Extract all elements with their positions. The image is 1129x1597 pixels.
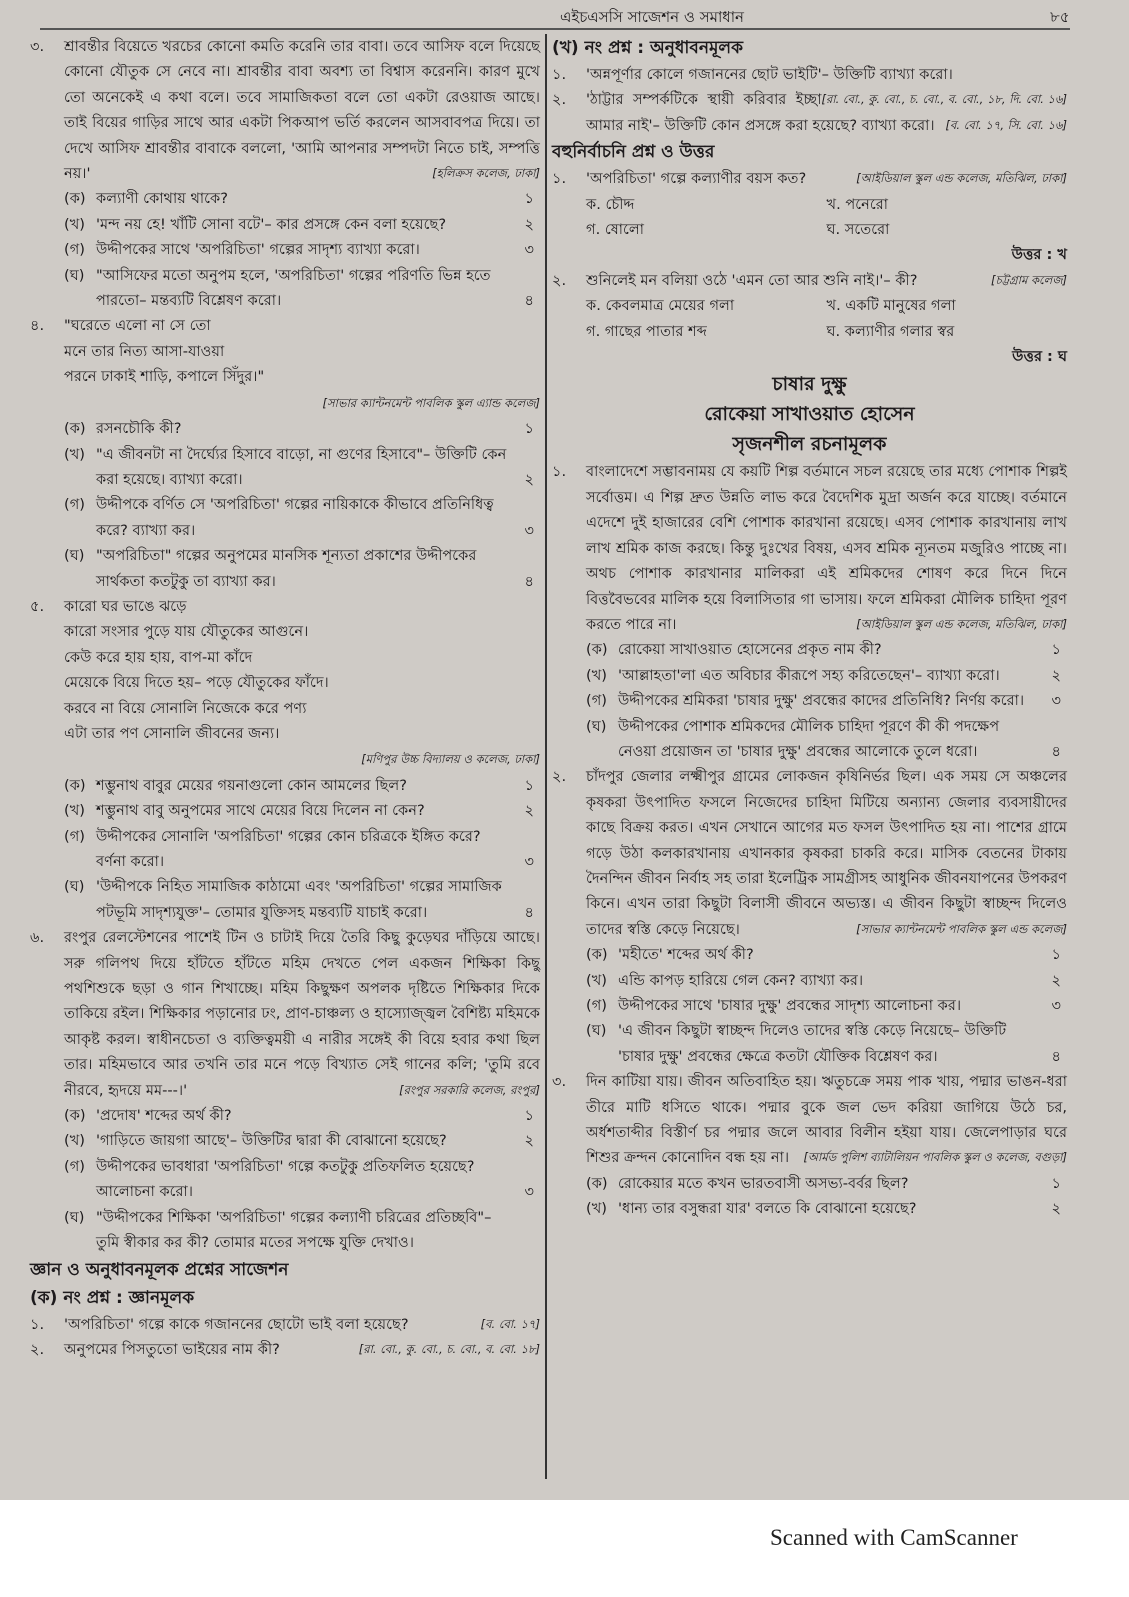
poem-line: "ঘরেতে এলো না সে তো — [64, 317, 211, 335]
question-stem — [30, 1312, 540, 1337]
sub-question-label: (ক) — [64, 1107, 86, 1125]
poem-line: কারো সংসার পুড়ে যায় যৌতুকের আগুনে। — [64, 623, 309, 641]
marks: ১ — [1051, 641, 1061, 659]
question-stem — [30, 1337, 540, 1362]
sub-question — [552, 663, 1067, 688]
sub-question — [30, 1128, 540, 1153]
source-citation: [সাভার ক্যান্টনমেন্ট পাবলিক স্কুল এন্ড কলেজ] — [856, 921, 1067, 936]
question-stem — [552, 1069, 1067, 1171]
source-citation: [আইডিয়াল স্কুল এন্ড কলেজ, মতিঝিল, ঢাকা] — [856, 616, 1067, 631]
question-text: 'অপরিচিতা' গল্পে কাকে গজাননের ছোটো ভাই বলা হয়েছে? — [64, 1315, 409, 1333]
marks: ১ — [1051, 946, 1061, 964]
question-number: ২. — [30, 1340, 45, 1358]
question-stem — [552, 87, 1067, 138]
poem-stem — [30, 313, 540, 416]
sub-question-text: রসনচৌকি কী? — [96, 420, 182, 438]
sub-question — [30, 874, 540, 925]
poem-line: এটা তার পণ সোনালি জীবনের জন্য। — [64, 724, 280, 742]
marks: ২ — [524, 1132, 534, 1150]
source-citation: [আর্মড পুলিশ ব্যাটালিয়ন পাবলিক স্কুল ও কলেজ, বগুড়া] — [803, 1150, 1067, 1165]
sub-question-text: "এ জীবনটা না দৈর্ঘ্যের হিসাবে বাড়ো, না গুণের হিসাবে"– উক্তিটি কেন করা হয়েছে। ব্যাখ্যা করো। — [96, 445, 507, 488]
mcq-answer: উত্তর : খ — [1011, 246, 1067, 264]
sub-question-text: 'ধান্য তার বসুন্ধরা যার' বলতে কি বোঝানো হয়েছে? — [618, 1200, 917, 1218]
sub-question — [552, 1018, 1067, 1069]
question-stem — [552, 764, 1067, 942]
marks: ৪ — [524, 292, 534, 310]
question-text: 'অপরিচিতা' গল্পে কল্যাণীর বয়স কত? — [586, 170, 807, 188]
marks: ৩ — [524, 1183, 534, 1201]
marks: ১ — [524, 776, 534, 794]
question-number: ২. — [552, 91, 567, 109]
sub-question — [552, 714, 1067, 765]
source-citation: [সাভার ক্যান্টনমেন্ট পাবলিক স্কুল এ্যান্ড কলেজ] — [322, 395, 540, 410]
marks: ৪ — [524, 903, 534, 921]
sub-question — [552, 968, 1067, 993]
question-text: 'ঠাট্টার সম্পর্কটিকে স্থায়ী করিবার ইচ্ছা আমার নাই'– উক্তিটি কোন প্রসঙ্গে করা হয়েছে? ব্যাখ্যা করো। — [586, 91, 935, 134]
sub-question-label: (খ) — [586, 666, 607, 684]
source-line — [64, 390, 540, 416]
question-number: ২. — [552, 271, 567, 289]
sub-question — [30, 237, 540, 262]
sub-question-label: (ক) — [64, 420, 86, 438]
sub-question-label: (খ) — [64, 215, 85, 233]
chapter-title: চাষার দুক্ষু — [772, 373, 847, 396]
sub-question — [30, 212, 540, 237]
poem-line: মনে তার নিত্য আসা-যাওয়া — [64, 342, 225, 360]
marks: ৩ — [524, 241, 534, 259]
poem-line: মেয়েকে বিয়ে দিতে হয়– পড়ে যৌতুকের ফাঁদে। — [64, 674, 329, 692]
sub-question-text: রোকেয়ার মতে কখন ভারতবাসী অসভ্য-বর্বর ছিল? — [618, 1174, 909, 1192]
source-line — [64, 746, 540, 772]
 — [586, 242, 827, 267]
marks: ৩ — [1051, 692, 1061, 710]
sub-question-label: (গ) — [64, 1157, 85, 1175]
question-number: ৩. — [30, 38, 45, 55]
sub-question-text: 'আল্লাহতা'লা এত অবিচার কীরূপে সহ্য করিতেছেন'– ব্যাখ্যা করো। — [618, 666, 1000, 684]
chapter-title: রোকেয়া সাখাওয়াত হোসেন — [704, 403, 915, 426]
right-column — [552, 34, 1067, 1222]
question-text: 'অন্নপূর্ণার কোলে গজাননের ছোট ভাইটি'– উক্তিটি ব্যাখ্যা করো। — [586, 66, 953, 83]
sub-question-label: (ঘ) — [586, 717, 607, 735]
marks: ৪ — [1051, 1047, 1061, 1065]
question-number: ১. — [552, 66, 567, 83]
sub-question — [30, 442, 540, 493]
sub-question — [552, 942, 1067, 967]
 — [586, 344, 827, 369]
page-number: ৮৫ — [1050, 8, 1070, 26]
sub-question-label: (ঘ) — [586, 1022, 607, 1040]
marks: ১ — [524, 190, 534, 208]
section-heading: জ্ঞান ও অনুধাবনমূলক প্রশ্নের সাজেশন — [30, 1259, 289, 1280]
sub-question — [30, 1154, 540, 1205]
sub-question-label: (গ) — [64, 827, 85, 845]
column-divider — [545, 34, 547, 1479]
marks: ২ — [1051, 666, 1061, 684]
poem-line: পরনে ঢাকাই শাড়ি, কপালে সিঁদুর।" — [64, 368, 265, 386]
left-column — [30, 34, 540, 1362]
question-text: বাংলাদেশে সম্ভাবনাময় যে কয়টি শিল্প বর্তমানে সচল রয়েছে তার মধ্যে পোশাক শিল্পই সর্বোত্তম। এ শিল্প দ্রুত উন্নতি লাভ করে বৈদেশিক মুদ্রা অর্জন করে যাচ্ছে। বর্তমানে এদেশে দুই হাজারের বেশি পোশাক কারখানা রয়েছে। এসব পোশাক কারখানায় লাখ লাখ শ্রমিক কাজ করছে। কিন্তু দুঃখের বিষয়, এসব শ্রমিক ন্যূনতম মজুরিও পাচ্ছে না। অথচ পোশাক কারখানার মালিকরা এই শ্রমিকদের শোষণ করে দিনে দিনে বিত্তবৈভবের মালিক হয়ে বিলাসিতার গা ভাসায়। ফলে শ্রমিকরা মৌলিক চাহিদা পূরণ করতে পারে না। — [586, 463, 1067, 633]
mcq-option: গ. গাছের পাতার শব্দ — [586, 322, 707, 340]
sub-question — [30, 798, 540, 823]
mcq-option: খ. পনেরো — [826, 195, 888, 213]
question-text: শুনিলেই মন বলিয়া ওঠে 'এমন তো আর শুনি নাই।'– কী? — [586, 271, 918, 289]
question-text: চাঁদপুর জেলার লক্ষ্মীপুর গ্রামের লোকজন কৃষিনির্ভর ছিল। এক সময় সে অঞ্চলের কৃষকরা উৎপাদিত ফসলে নিজেদের চাহিদা মিটিয়ে অন্যান্য জেলার ব্যবসায়ীদের কাছে বিক্রয় করত। এখন সেখানে আগের মত ফসল উৎপাদিত হয় না। পাশের গ্রামে গড়ে উঠা কলকারখানায় এখানকার কৃষকরা চাকরি করে। মাসিক বেতনের টাকায় দৈনন্দিন জীবন নির্বাহ সহ তারা ইলেট্রিক সামগ্রীসহ আধুনিক জীবনযাপনের উপকরণ কিনে। এখন তারা কিছুটা বিলাসী জীবনে অভ্যস্ত। এ জীবন কিছুটা স্বাচ্ছন্দ দিলেও তাদের স্বস্তি কেড়ে নিয়েছে। — [586, 768, 1067, 938]
sub-question-label: (গ) — [64, 496, 85, 514]
source-citation: [হলিক্রস কলেজ, ঢাকা] — [432, 166, 540, 181]
sub-question-text: কল্যাণী কোথায় থাকে? — [96, 190, 228, 208]
question-text: দিন কাটিয়া যায়। জীবন অতিবাহিত হয়। ঋতুচক্রে সময় পাক খায়, পদ্মার ভাঙন-ধরা তীরে মাটি ধসিতে থাকে। পদ্মার বুকে জল ভেদ করিয়া জাগিয়ে উঠে চর, অর্ধশতাব্দীর বিস্তীর্ণ চর পদ্মার জলে আবার বিলীন হইয়া যায়। জেলেপাড়ার ঘরে শিশুর ক্রন্দন কোনোদিন বন্ধ হয় না। — [586, 1073, 1067, 1167]
sub-question — [30, 1205, 540, 1256]
marks: ৪ — [1051, 742, 1061, 760]
source-citation: [মণিপুর উচ্চ বিদ্যালয় ও কলেজ, ঢাকা] — [361, 752, 540, 767]
question-number: ৩. — [552, 1073, 567, 1091]
marks: ১ — [1051, 1174, 1061, 1192]
sub-question-text: উদ্দীপকের সোনালি 'অপরিচিতা' গল্পের কোন চরিত্রকে ইঙ্গিত করে? বর্ণনা করো। — [96, 827, 481, 870]
source-citation: [ব. বো. ১৭, সি. বো. ১৬] — [945, 117, 1067, 132]
mcq-options — [552, 293, 1067, 369]
sub-question — [30, 824, 540, 875]
sub-question — [552, 637, 1067, 662]
source-citation: [রংপুর সরকারি কলেজ, রংপুর] — [399, 1082, 540, 1097]
question-number: ২. — [552, 768, 567, 786]
question-text: শ্রাবন্তীর বিয়েতে খরচের কোনো কমতি করেনি তার বাবা। তবে আসিফ বলে দিয়েছে কোনো যৌতুক সে নেবে না। শ্রাবন্তীর বাবা অবশ্য তা বিশ্বাস করেননি। কারণ মুখে তো অনেকেই এ কথা বলে। তবে সামাজিকতা বলে তো একটা রেওয়াজ আছে। তাই বিয়ের গাড়ির সাথে আর একটা পিকআপ ভর্তি করলেন আসবাবপত্র দিয়ে। তা দেখে আসিফ শ্রাবন্তীর বাবাকে বললো, 'আমি আপনার সম্পদটা নিতে চাই, সম্পত্তি নয়।' — [64, 38, 540, 183]
marks: ২ — [524, 470, 534, 488]
question-stem — [552, 62, 1067, 107]
marks: ২ — [524, 215, 534, 233]
marks: ২ — [1051, 971, 1061, 989]
source-citation: [রা. বো., কু. বো., চ. বো., ব. বো. ১৮] — [358, 1341, 540, 1356]
mcq-option: খ. একটি মানুষের গলা — [826, 297, 956, 315]
sub-question-label: (ক) — [64, 190, 86, 208]
sub-question-label: (খ) — [586, 1200, 607, 1218]
marks: ৩ — [1051, 997, 1061, 1014]
sub-question-label: (গ) — [64, 241, 85, 259]
sub-question — [552, 1171, 1067, 1196]
section-heading: বহুনির্বাচনি প্রশ্ন ও উত্তর — [552, 142, 715, 163]
sub-question-label: (খ) — [586, 971, 607, 989]
sub-question-text: উদ্দীপকে বর্ণিত সে 'অপরিচিতা' গল্পের নায়িকাকে কীভাবে প্রতিনিধিত্ব করে? ব্যাখ্যা কর। — [96, 496, 494, 539]
sub-question — [30, 1103, 540, 1128]
sub-question-text: "অপরিচিতা" গল্পের অনুপমের মানসিক শূন্যতা প্রকাশের উদ্দীপকের সার্থকতা কতটুকু তা ব্যাখ্যা কর। — [96, 547, 477, 590]
sub-question-label: (ঘ) — [64, 547, 85, 565]
question-number: ৪. — [30, 317, 45, 335]
sub-question-text: 'প্রদোষ' শব্দের অর্থ কী? — [96, 1107, 232, 1125]
sub-question — [30, 416, 540, 441]
sub-question-label: (খ) — [64, 1132, 85, 1150]
sub-question — [30, 543, 540, 594]
sub-question-text: এন্ডি কাপড় হারিয়ে গেল কেন? ব্যাখ্যা কর। — [618, 971, 864, 989]
mcq-option: ক. কেবলমাত্র মেয়ের গলা — [586, 297, 735, 315]
sub-question-label: (ক) — [586, 641, 608, 659]
marks: ৩ — [524, 853, 534, 870]
mcq-option: গ. ষোলো — [586, 221, 645, 239]
mcq-option: ঘ. কল্যাণীর গলার স্বর — [826, 322, 955, 340]
poem-line: করবে না বিয়ে সোনালি নিজেকে করে পণ্য — [64, 699, 307, 717]
sub-question — [552, 993, 1067, 1018]
source-citation: [ব. বো. ১৭] — [480, 1316, 540, 1331]
marks: ১ — [524, 1107, 534, 1125]
poem-line: কারো ঘর ভাঙে ঝড়ে — [64, 597, 187, 615]
question-number: ১. — [552, 463, 567, 481]
sub-question-text: উদ্দীপকের সাথে 'অপরিচিতা' গল্পের সাদৃশ্য ব্যাখ্যা করো। — [96, 241, 420, 259]
sub-question — [552, 1196, 1067, 1221]
sub-question-label: (গ) — [586, 997, 607, 1014]
sub-question — [30, 186, 540, 211]
poem-stem — [30, 594, 540, 773]
mcq-option: ক. চৌদ্দ — [586, 195, 635, 213]
chapter-title: সৃজনশীল রচনামূলক — [732, 433, 887, 456]
marks: ৪ — [524, 572, 534, 590]
sub-question — [30, 263, 540, 314]
sub-question-label: (ঘ) — [64, 266, 85, 284]
sub-question-text: 'মন্দ নয় হে! খাঁটি সোনা বটে'– কার প্রসঙ্গে কেন বলা হয়েছে? — [96, 215, 447, 233]
mcq-options — [552, 192, 1067, 268]
section-heading: (ক) নং প্রশ্ন : জ্ঞানমূলক — [30, 1287, 195, 1308]
sub-question-label: (গ) — [586, 692, 607, 710]
sub-question-text: 'গাড়িতে জায়গা আছে'– উক্তিটির দ্বারা কী বোঝানো হয়েছে? — [96, 1132, 447, 1150]
sub-question-text: "আসিফের মতো অনুপম হলে, 'অপরিচিতা' গল্পের পরিণতি ভিন্ন হতে পারতো– মন্তব্যটি বিশ্লেষণ করো। — [96, 266, 491, 310]
source-citation: [চট্টগ্রাম কলেজ] — [991, 272, 1067, 287]
poem-line: কেউ করে হায় হায়, বাপ-মা কাঁদে — [64, 648, 253, 666]
question-stem — [30, 34, 540, 186]
question-number: ১. — [30, 1315, 45, 1333]
sub-question — [30, 492, 540, 543]
sub-question-label: (ক) — [586, 1174, 608, 1192]
header-title: এইচএসসি সাজেশন ও সমাধান — [560, 8, 745, 26]
sub-question-label: (ক) — [586, 946, 608, 964]
question-number: ৬. — [30, 929, 45, 947]
source-citation: [রা. বো., কু. বো., চ. বো., ব. বো., ১৮, দি. বো. ১৬] — [821, 92, 1067, 107]
sub-question-text: উদ্দীপকের পোশাক শ্রমিকদের মৌলিক চাহিদা পূরণে কী কী পদক্ষেপ নেওয়া প্রয়োজন তা 'চাষার দুক্ষু' প্রবন্ধের আলোকে তুলে ধরো। — [618, 717, 1000, 760]
question-number: ১. — [552, 170, 567, 188]
sub-question-text: উদ্দীপকের শ্রমিকরা 'চাষার দুক্ষু' প্রবন্ধের কাদের প্রতিনিধি? নির্ণয় করো। — [618, 692, 1025, 710]
sub-question-label: (ক) — [64, 776, 86, 794]
sub-question-text: উদ্দীপকের সাথে 'চাষার দুক্ষু' প্রবন্ধের সাদৃশ্য আলোচনা কর। — [618, 997, 962, 1014]
question-text: রংপুর রেলস্টেশনের পাশেই টিন ও চাটাই দিয়ে তৈরি কিছু কুড়েঘর দাঁড়িয়ে আছে। সরু গলিপথ দিয়ে হাঁটতে হাঁটতে মহিম দেখতে পেল একজন শিক্ষিকা কিছু পথশিশুকে ছড়া ও গান শিখাচ্ছে। মহিম কিছুক্ষণ অপলক দৃষ্টিতে শিক্ষিকার দিকে তাকিয়ে রইল। শিক্ষিকার পড়ানোর ঢং, প্রাণ-চাঞ্চল্য ও হাস্যোজ্জ্বল বৈশিষ্ট্য মহিমকে আকৃষ্ট করল। স্বাধীনচেতা ও ব্যক্তিত্বময়ী এ নারীর সঙ্গেই কী বিয়ে হবার কথা ছিল তার। মহিমভাবে আর তখনি তার মনে পড়ে বিখ্যাত সেই গানের কলি; 'তুমি রবে নীরবে, হৃদয়ে মম---।' — [64, 929, 540, 1099]
mcq-option: ঘ. সতেরো — [826, 221, 890, 239]
question-stem — [552, 459, 1067, 637]
marks: ১ — [524, 420, 534, 438]
header-rule — [40, 28, 1070, 30]
section-heading: (খ) নং প্রশ্ন : অনুধাবনমূলক — [552, 38, 743, 58]
marks: ৩ — [524, 521, 534, 539]
sub-question-text: 'মহীতে' শব্দের অর্থ কী? — [618, 946, 754, 964]
sub-question-label: (খ) — [64, 445, 85, 463]
sub-question-text: 'এ জীবন কিছুটা স্বাচ্ছন্দ দিলেও তাদের স্বস্তি কেড়ে নিয়েছে– উক্তিটি 'চাষার দুক্ষু' প্রবন্ধের ক্ষেত্রে কতটা যৌক্তিক বিশ্লেষণ কর। — [618, 1022, 1007, 1065]
marks: ২ — [524, 802, 534, 820]
sub-question-text: রোকেয়া সাখাওয়াত হোসেনের প্রকৃত নাম কী? — [618, 641, 882, 659]
sub-question — [552, 688, 1067, 713]
question-text: অনুপমের পিসতুতো ভাইয়ের নাম কী? — [64, 1340, 280, 1358]
sub-question-text: 'উদ্দীপকে নিহিত সামাজিক কাঠামো এবং 'অপরিচিতা' গল্পের সামাজিক পটভূমি সাদৃশ্যযুক্ত'– তোমার যুক্তিসহ মন্তব্যটি যাচাই করো। — [96, 878, 502, 921]
sub-question-text: উদ্দীপকের ভাবধারা 'অপরিচিতা' গল্পে কতটুকু প্রতিফলিত হয়েছে? আলোচনা করো। — [96, 1157, 475, 1201]
question-stem — [552, 166, 1067, 191]
sub-question-text: শম্ভুনাথ বাবু অনুপমের সাথে মেয়ের বিয়ে দিলেন না কেন? — [96, 802, 425, 820]
sub-question-text: শম্ভুনাথ বাবুর মেয়ের গয়নাগুলো কোন আমলের ছিল? — [96, 776, 408, 794]
question-stem — [552, 268, 1067, 293]
question-stem — [30, 925, 540, 1103]
scanner-watermark: Scanned with CamScanner — [770, 1525, 1018, 1550]
sub-question-label: (ঘ) — [64, 1208, 85, 1226]
marks: ২ — [1051, 1200, 1061, 1218]
question-number: ৫. — [30, 597, 45, 615]
sub-question-label: (খ) — [64, 802, 85, 820]
mcq-answer: উত্তর : ঘ — [1012, 348, 1067, 366]
sub-question — [30, 773, 540, 798]
sub-question-label: (ঘ) — [64, 878, 85, 896]
source-citation: [আইডিয়াল স্কুল এন্ড কলেজ, মতিঝিল, ঢাকা] — [856, 171, 1067, 186]
sub-question-text: "উদ্দীপকের শিক্ষিকা 'অপরিচিতা' গল্পের কল্যাণী চরিত্রের প্রতিচ্ছবি"– তুমি স্বীকার কর কী? তোমার মতের সপক্ষে যুক্তি দেখাও। — [96, 1208, 492, 1252]
